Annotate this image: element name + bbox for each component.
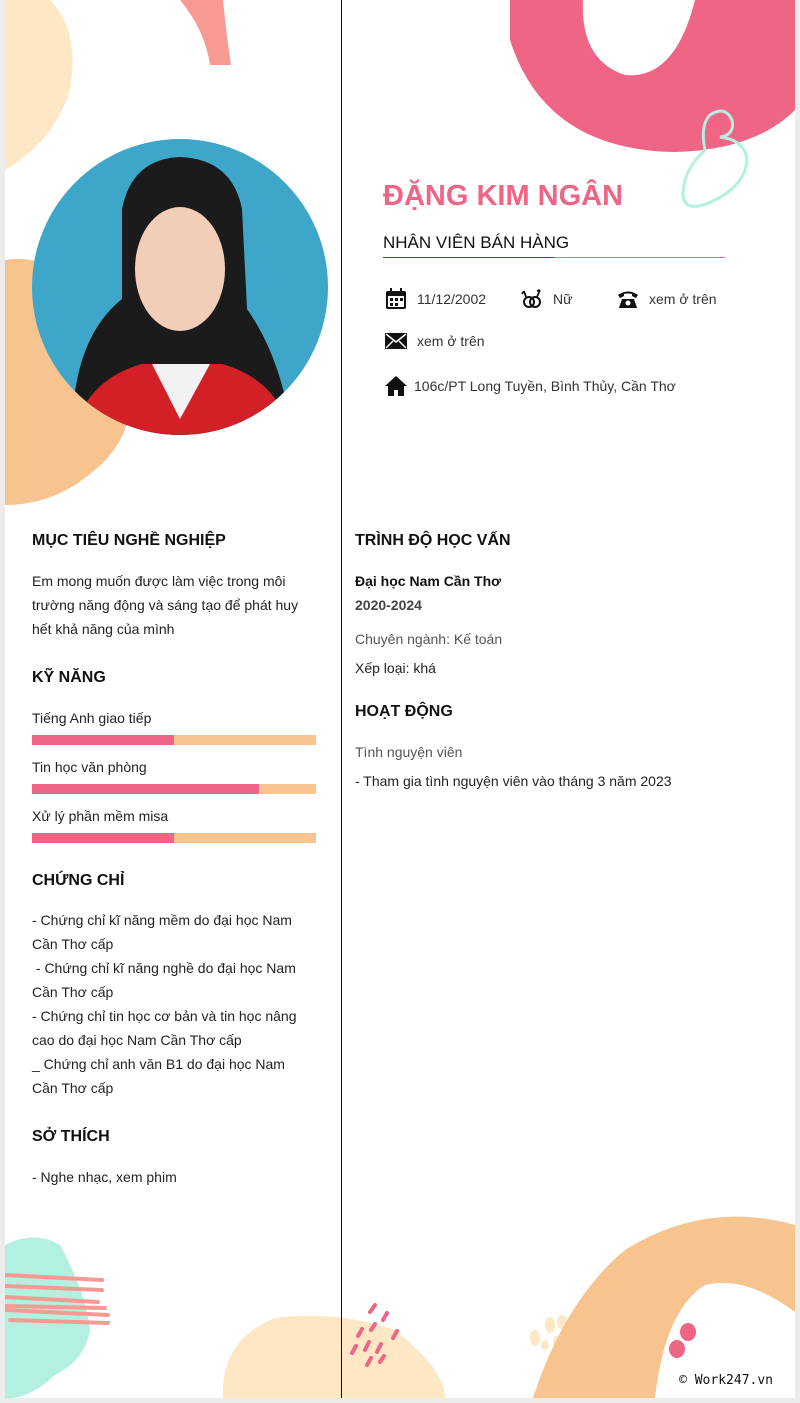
objective-line: trường năng động và sáng tạo để phát huy [32,597,299,613]
portrait-placeholder [32,139,328,435]
education-years: 2020-2024 [355,597,422,613]
phone-info [617,288,717,310]
birthday-value: 11/12/2002 [417,291,487,307]
skill-bar [32,833,316,843]
education-major: Chuyên ngành: Kế toán [355,631,503,647]
birthday-info [385,288,486,310]
title-underline [383,257,725,258]
hobbies-text: - Nghe nhạc, xem phim [32,1169,177,1185]
skill-bar-fill [32,735,174,745]
email-info [385,330,485,352]
email-value: xem ở trên [417,333,485,349]
skill-bar [32,784,316,794]
certificates-list [32,908,296,1100]
phone-icon [617,288,639,310]
calendar-icon [385,288,407,310]
skill-bar-fill [32,784,259,794]
objective-line: Em mong muốn được làm việc trong môi [32,573,286,589]
profile-photo [32,139,328,435]
certificate-line: - Chứng chỉ kĩ năng mềm do đại học Nam [32,912,292,928]
objective-heading: MỤC TIÊU NGHỀ NGHIỆP [32,532,226,549]
education-rank: Xếp loại: khá [355,660,436,676]
home-icon [385,375,407,397]
skill-label: Xử lý phần mềm misa [32,808,169,824]
certificate-line: Cần Thơ cấp [32,984,114,1000]
school-name: Đại học Nam Cần Thơ [355,573,502,589]
skill-label: Tiếng Anh giao tiếp [32,710,152,726]
skill-bar [32,735,316,745]
copyright-watermark: © Work247.vn [679,1373,773,1388]
address-value: 106c/PT Long Tuyền, Bình Thủy, Cần Thơ [414,378,676,394]
phone-value: xem ở trên [649,291,717,307]
skills-heading: KỸ NĂNG [32,669,106,686]
candidate-name: ĐẶNG KIM NGÂN [383,180,624,212]
email-icon [385,330,407,352]
gender-icon [521,288,543,310]
education-heading: TRÌNH ĐỘ HỌC VẤN [355,532,511,549]
cv-page [5,0,795,1398]
hobbies-heading: SỞ THÍCH [32,1128,110,1145]
job-title: NHÂN VIÊN BÁN HÀNG [383,233,570,252]
certificate-line: - Chứng chỉ kĩ năng nghề do đại học Nam [32,960,296,976]
certificate-line: - Chứng chỉ tin học cơ bản và tin học nâng [32,1008,297,1024]
certificate-line: Cần Thơ cấp [32,1080,114,1096]
certificate-line: Cần Thơ cấp [32,936,114,952]
objective-text [32,569,298,641]
activity-detail: - Tham gia tình nguyện viên vào tháng 3 năm 2023 [355,773,672,789]
column-divider [341,0,342,1398]
address-info [385,375,676,397]
objective-line: hết khả năng của mình [32,621,175,637]
certificate-line: _ Chứng chỉ anh văn B1 do đại học Nam [32,1056,285,1072]
skill-bar-fill [32,833,174,843]
gender-value: Nữ [553,291,573,307]
certificate-line: cao do đại học Nam Cần Thơ cấp [32,1032,242,1048]
activities-heading: HOẠT ĐỘNG [355,703,453,720]
activity-role: Tình nguyện viên [355,744,463,760]
certificates-heading: CHỨNG CHỈ [32,872,125,889]
skill-label: Tin học văn phòng [32,759,147,775]
gender-info [521,288,572,310]
